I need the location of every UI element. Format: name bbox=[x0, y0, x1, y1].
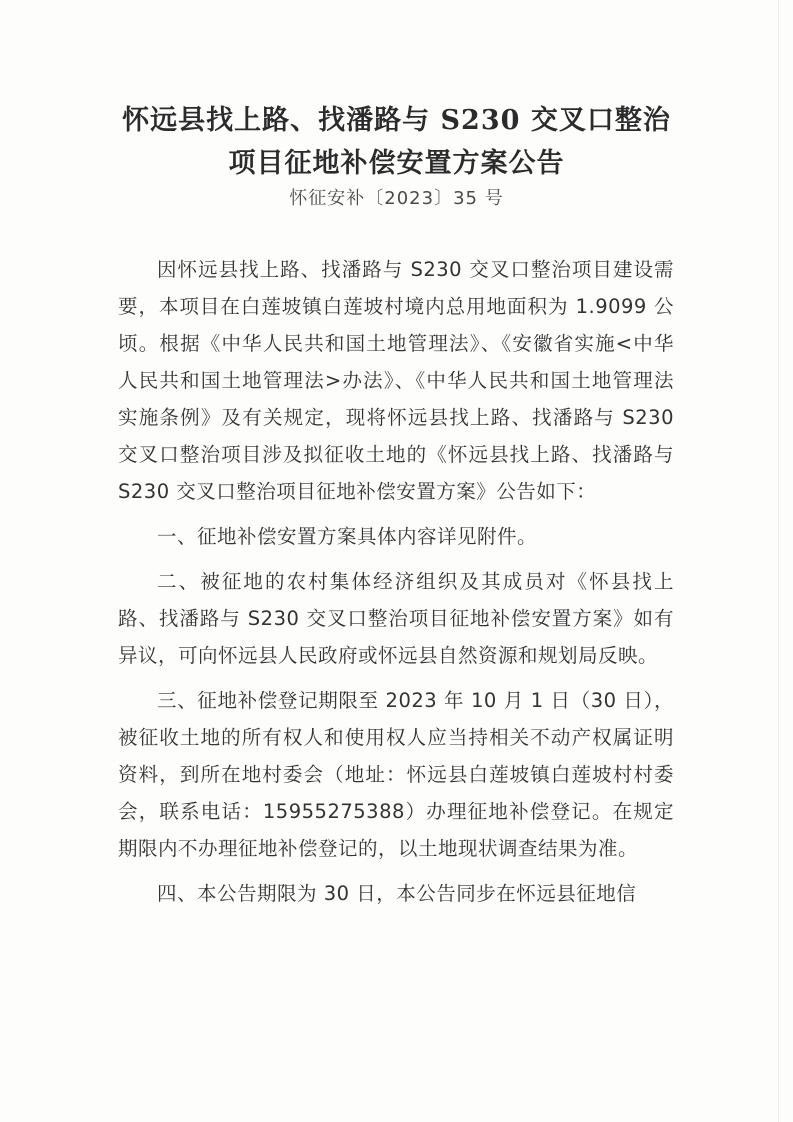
paragraph-intro: 因怀远县找上路、找潘路与 S230 交叉口整治项目建设需要，本项目在白莲坡镇白莲坡村境内总用地面积为 1.9099 公顷。根据《中华人民共和国土地管理法》、《安徽省实施<中华人民共和国土地管理法>办法》、《中华人民共和国土地管理法实施条例》及有关规定，现将怀远县找上路、找潘路与 S230 交叉口整治项目涉及拟征收土地的《怀远县找上路、找潘路与 S230 交叉口整治项目征地补偿安置方案》公告如下： bbox=[118, 258, 674, 503]
document-title-line-2: 项目征地补偿安置方案公告 bbox=[228, 148, 565, 179]
document-body bbox=[118, 251, 674, 920]
document-title-line-1: 怀远县找上路、找潘路与 S230 交叉口整治 bbox=[122, 105, 671, 136]
paragraph-item-3: 三、征地补偿登记期限至 2023 年 10 月 1 日（30 日），被征收土地的所有权人和使用权人应当持相关不动产权属证明资料，到所在地村委会（地址：怀远县白莲坡镇白莲坡村村委会，联系电话：15955275388）办理征地补偿登记。在规定期限内不办理征地补偿登记的，以土地现状调查结果为准。 bbox=[118, 689, 674, 860]
paragraph-item-1: 一、征地补偿安置方案具体内容详见附件。 bbox=[157, 525, 538, 548]
paragraph-item-4: 四、本公告期限为 30 日，本公告同步在怀远县征地信 bbox=[157, 882, 637, 905]
paragraph-item-2: 二、被征地的农村集体经济组织及其成员对《怀县找上路、找潘路与 S230 交叉口整治项目征地补偿安置方案》如有异议，可向怀远县人民政府或怀远县自然资源和规划局反映。 bbox=[118, 570, 674, 667]
page-edge-divider bbox=[778, 0, 779, 1122]
document-number: 怀征安补〔2023〕35 号 bbox=[289, 188, 504, 209]
